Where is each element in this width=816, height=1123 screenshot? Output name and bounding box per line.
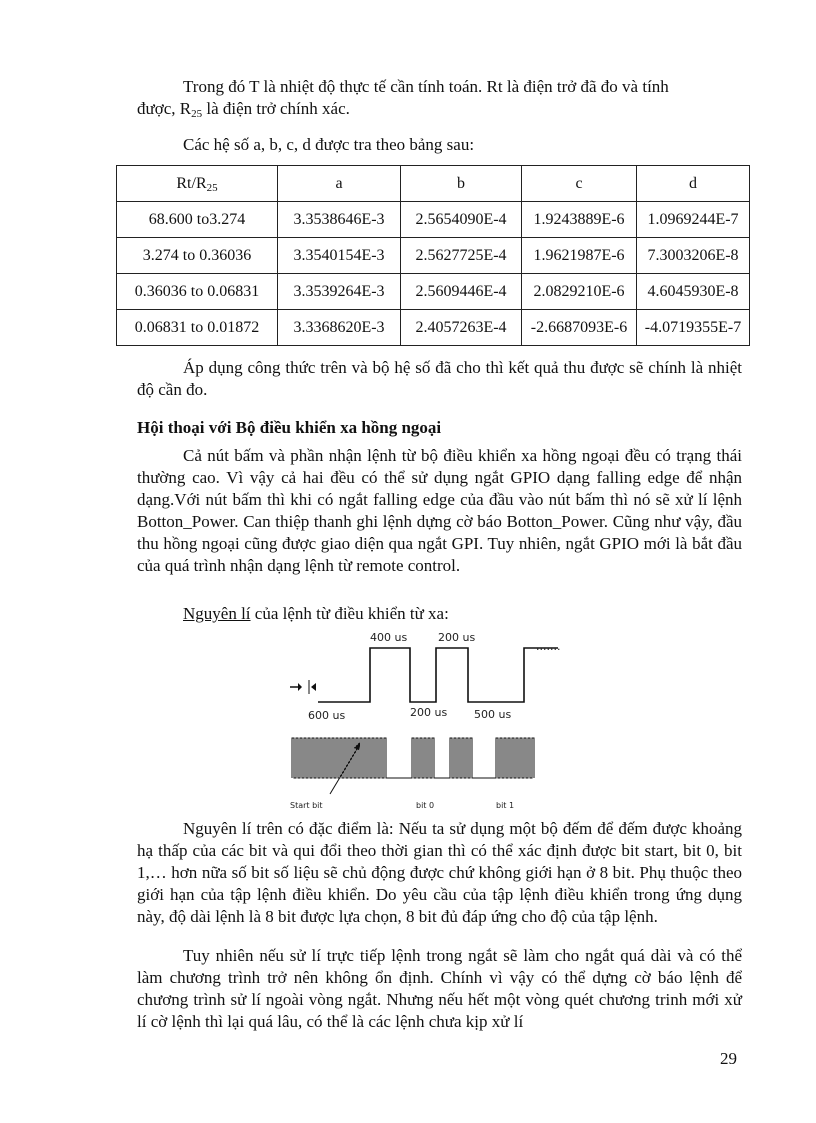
label-600us: 600 us	[308, 709, 346, 722]
table-intro	[183, 135, 474, 155]
body-paragraph-1-text: Cả nút bấm và phần nhận lệnh từ bộ điều khiển xa hồng ngoại đều có trạng thái thường cao. Vì vậy cả hai đều có thể sử dụng ngắt GPIO dạng falling edge để nhận dạng.Với nút bấm thì khi có ngắt falling edge của đầu vào nút bấm thì nó sẽ xử lí lệnh Botton_Power. Can thiệp thanh ghi lệnh dựng cờ báo Botton_Power. Cũng như vậy, đầu thu hồng ngoại cũng được giao diện qua ngắt GPI. Tuy nhiên, ngắt GPIO mới là bắt đầu của quá trình nhận dạng lệnh từ remote control.	[137, 446, 742, 575]
body-paragraph-1	[137, 445, 742, 577]
header-ratio-sub: 25	[206, 181, 218, 194]
table-row	[117, 202, 750, 238]
header-ratio-main: Rt/R	[176, 174, 207, 192]
cell-c: 1.9621987E-6	[522, 238, 637, 274]
label-400us: 400 us	[370, 631, 408, 644]
body-paragraph-3	[137, 945, 742, 1033]
cell-range: 3.274 to 0.36036	[117, 238, 278, 274]
intro-line-2-pre: được, R	[137, 99, 192, 118]
arrow-left-head	[298, 683, 302, 691]
label-ellipsis: .......	[536, 640, 561, 653]
intro-line-2-post: là điện trở chính xác.	[202, 99, 350, 118]
cell-range: 0.36036 to 0.06831	[117, 274, 278, 310]
header-c: c	[522, 166, 637, 202]
label-start-bit: Start bit	[290, 801, 323, 810]
pulse-train-line	[292, 738, 534, 778]
header-ratio	[117, 166, 278, 202]
intro-line-1-text: Trong đó T là nhiệt độ thực tế cần tính toán. Rt là điện trở đã đo và tính	[183, 77, 669, 96]
cell-b: 2.5654090E-4	[401, 202, 522, 238]
cell-range: 0.06831 to 0.01872	[117, 310, 278, 346]
cell-range: 68.600 to3.274	[117, 202, 278, 238]
label-bit0: bit 0	[416, 801, 435, 810]
section-heading: Hội thoại với Bộ điều khiển xa hồng ngoại	[137, 418, 442, 437]
cell-a: 3.3540154E-3	[278, 238, 401, 274]
table-row	[117, 238, 750, 274]
cell-a: 3.3368620E-3	[278, 310, 401, 346]
label-200us-bottom: 200 us	[410, 706, 448, 719]
intro-line-1	[183, 77, 669, 97]
header-d: d	[637, 166, 750, 202]
ir-timing-diagram	[278, 630, 561, 812]
label-500us: 500 us	[474, 708, 512, 721]
header-a: a	[278, 166, 401, 202]
intro-line-2	[137, 99, 350, 119]
label-200us-top: 200 us	[438, 631, 476, 644]
cell-a: 3.3538646E-3	[278, 202, 401, 238]
cell-d: 4.6045930E-8	[637, 274, 750, 310]
principle-label-underlined: Nguyên lí	[183, 604, 251, 623]
body-paragraph-3-text: Tuy nhiên nếu sử lí trực tiếp lệnh trong ngắt sẽ làm cho ngắt quá dài và có thể làm chương trình trở nên không ổn định. Chính vì vậy có thể dựng cờ báo lệnh để chương trình sử lí ngoài vòng ngắt. Nhưng nếu hết một vòng quét chương trinh mới xử lí cờ lệnh thì lại quá lâu, có thể là các lệnh chưa kịp xử lí	[137, 946, 742, 1031]
principle-label-rest: của lệnh từ điều khiển từ xa:	[250, 604, 449, 623]
coefficient-table	[116, 165, 750, 346]
intro-line-2-sub: 25	[191, 108, 203, 120]
table-row	[117, 310, 750, 346]
timing-waveform	[318, 648, 558, 702]
cell-d: 1.0969244E-7	[637, 202, 750, 238]
cell-c: 2.0829210E-6	[522, 274, 637, 310]
cell-b: 2.5627725E-4	[401, 238, 522, 274]
cell-c: -2.6687093E-6	[522, 310, 637, 346]
body-paragraph-2-text: Nguyên lí trên có đặc điểm là: Nếu ta sử dụng một bộ đếm để đếm được khoảng hạ thấp của các bit và qui đổi theo thời gian thì có thể xác định được bit start, bit 0, bit 1,… hơn nữa số bit số liệu sẽ chủ động được chứ không giới hạn ở 8 bit. Phụ thuộc theo giới hạn của tập lệnh điều khiển. Do yêu cầu của tập lệnh điều khiển trong ứng dụng này, độ dài lệnh là 8 bit được lựa chọn, 8 bit đủ đáp ứng cho độ của tập lệnh.	[137, 819, 742, 926]
arrow-right-head	[311, 683, 316, 691]
page-number: 29	[720, 1049, 737, 1068]
cell-b: 2.4057263E-4	[401, 310, 522, 346]
header-b: b	[401, 166, 522, 202]
body-paragraph-2	[137, 818, 742, 928]
label-bit1: bit 1	[496, 801, 515, 810]
cell-b: 2.5609446E-4	[401, 274, 522, 310]
table-header-row	[117, 166, 750, 202]
apply-paragraph	[137, 357, 742, 401]
table-row	[117, 274, 750, 310]
principle-label	[183, 604, 449, 624]
apply-paragraph-text: Áp dụng công thức trên và bộ hệ số đã cho thì kết quả thu được sẽ chính là nhiệt độ cần đo.	[137, 358, 742, 399]
cell-d: 7.3003206E-8	[637, 238, 750, 274]
cell-d: -4.0719355E-7	[637, 310, 750, 346]
pulse-train	[292, 738, 534, 778]
table-intro-text: Các hệ số a, b, c, d được tra theo bảng sau:	[183, 135, 475, 154]
start-bit-pointer-head	[354, 742, 360, 750]
cell-a: 3.3539264E-3	[278, 274, 401, 310]
cell-c: 1.9243889E-6	[522, 202, 637, 238]
